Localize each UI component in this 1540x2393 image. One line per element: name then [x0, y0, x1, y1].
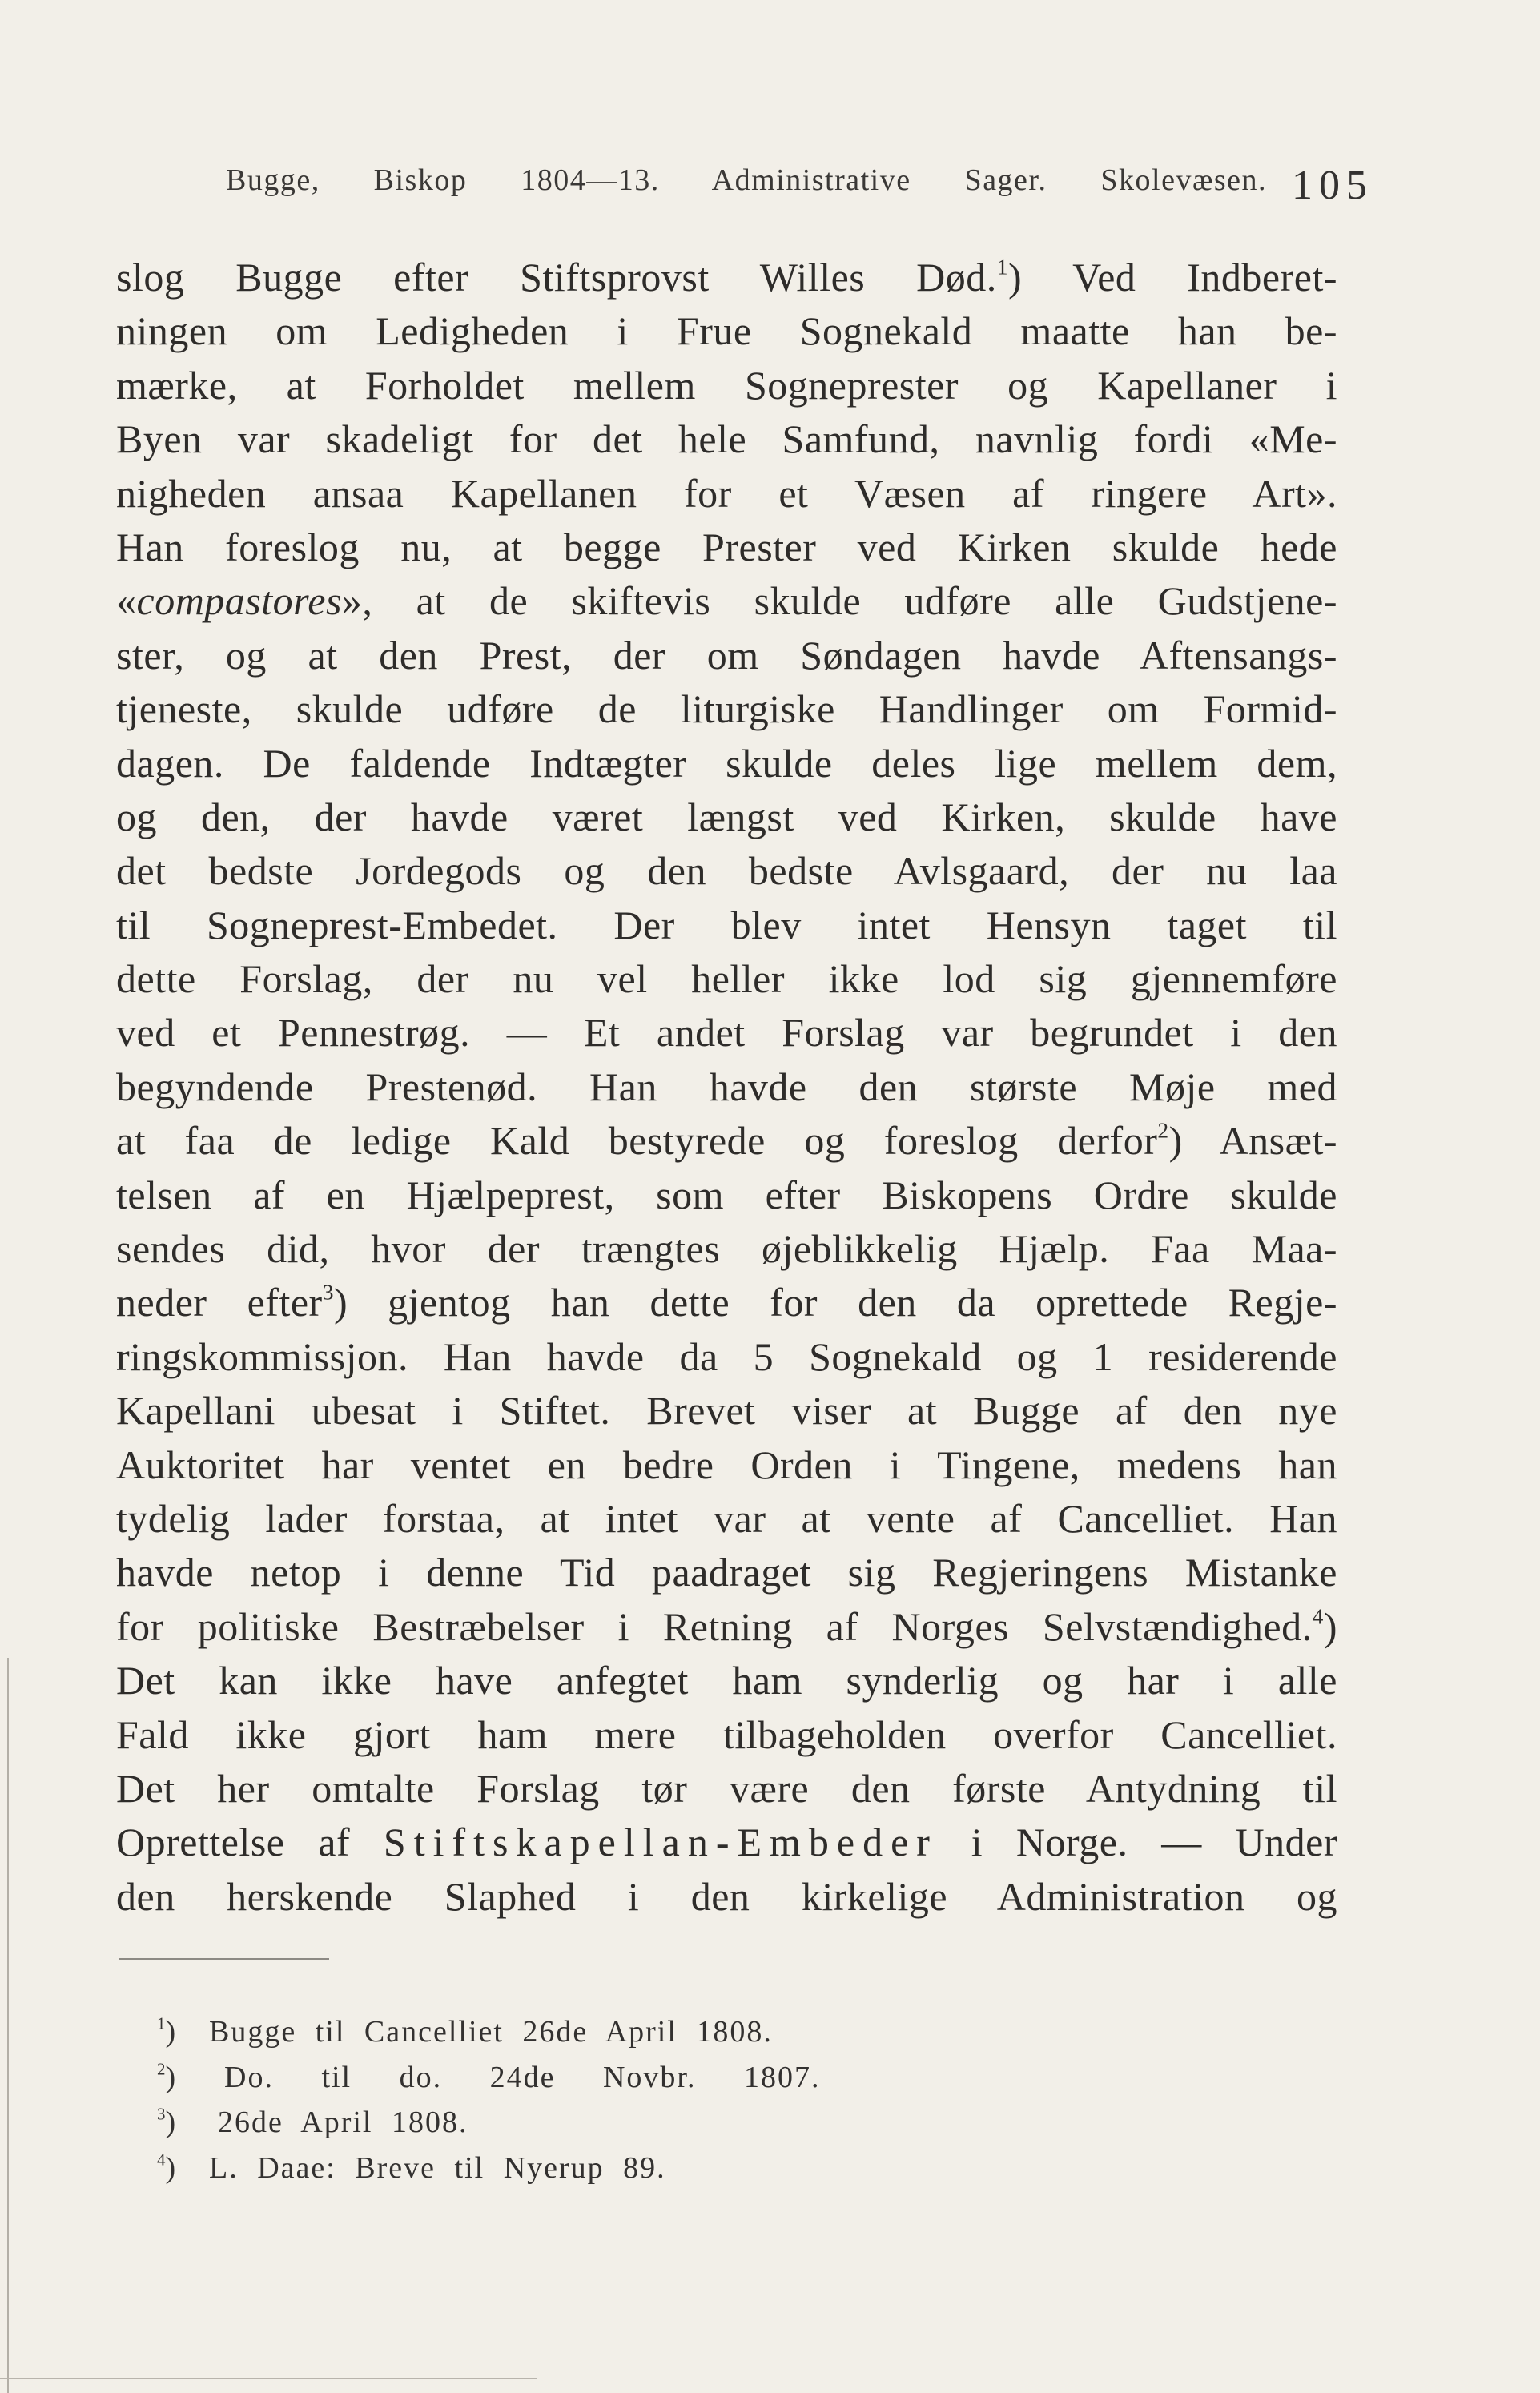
text-line: [116, 1114, 1337, 1168]
text-run: den herskende Slaphed i den kirkelige Administration og: [116, 1873, 1337, 1919]
text-line: [116, 737, 1337, 790]
text-run: sendes did, hvor der trængtes øjeblikkelig Hjælp. Faa Maa-: [116, 1226, 1337, 1272]
text-run: slog Bugge efter Stiftsprovst Willes Død.: [116, 255, 997, 300]
text-run: ringskommissjon. Han havde da 5 Sognekald og 1 residerende: [116, 1333, 1337, 1379]
footnote-rule: [119, 1958, 329, 1960]
text-run: mærke, at Forholdet mellem Sogneprester og Kapellaner i: [116, 362, 1337, 408]
text-run: begyndende Prestenød. Han havde den største Møje med: [116, 1064, 1337, 1109]
text-line: [116, 629, 1337, 682]
text-run: ster, og at den Prest, der om Søndagen havde Aftensangs-: [116, 632, 1337, 678]
text-run: », at de skiftevis skulde udføre alle Gudstjene-: [341, 578, 1337, 624]
text-line: [116, 1006, 1337, 1060]
text-line: [116, 899, 1337, 952]
footnote-reference: 3: [322, 1279, 334, 1305]
text-line: [116, 682, 1337, 736]
footnote-paren: ): [165, 2150, 176, 2185]
text-run: Byen var skadeligt for det hele Samfund, navnlig fordi «Me-: [116, 416, 1337, 462]
text-run: ningen om Ledigheden i Frue Sognekald maatte han be-: [116, 308, 1337, 354]
text-run: «: [116, 578, 137, 624]
scan-edge-bottom: [0, 2378, 537, 2379]
scan-edge-left: [7, 1658, 9, 2393]
text-line: [116, 952, 1337, 1006]
text-run: ) gjentog han dette for den da oprettede Regje-: [333, 1280, 1337, 1325]
footnote-text: Bugge til Cancelliet 26de April 1808.: [209, 2015, 773, 2049]
text-line: [116, 467, 1337, 521]
text-run: Auktoritet har ventet en bedre Orden i Tingene, medens han: [116, 1442, 1337, 1487]
footnote-marker: [157, 2009, 209, 2055]
text-line: [116, 574, 1337, 628]
text-run: havde netop i denne Tid paadraget sig Regjeringens Mistanke: [116, 1550, 1337, 1595]
spaced-text-run: Stiftskapellan-Embeder: [383, 1820, 938, 1865]
footnote-text: 26de April 1808.: [218, 2105, 468, 2139]
footnote-reference: 4: [1312, 1603, 1324, 1629]
text-run: ved et Pennestrøg. — Et andet Forslag var begrundet i den: [116, 1010, 1337, 1056]
footnotes: [157, 2009, 1118, 2190]
text-run: ): [1323, 1603, 1337, 1649]
footnote-number: 2: [157, 2058, 166, 2078]
footnote: [157, 2055, 1118, 2101]
footnote-reference: 2: [1157, 1117, 1169, 1143]
footnote: [157, 2146, 1118, 2191]
text-line: [116, 1816, 1337, 1869]
text-run: tjeneste, skulde udføre de liturgiske Handlinger om Formid-: [116, 686, 1337, 732]
body-text: [116, 251, 1337, 1924]
text-line: [116, 1276, 1337, 1329]
text-run: til Sogneprest-Embedet. Der blev intet Hensyn taget til: [116, 902, 1337, 947]
text-run: Fald ikke gjort ham mere tilbageholden overfor Cancelliet.: [116, 1711, 1337, 1757]
page-number: 105: [1292, 163, 1373, 208]
text-line: [116, 1330, 1337, 1384]
text-run: Oprettelse af: [116, 1820, 384, 1865]
text-line: [116, 1600, 1337, 1654]
text-line: [116, 1168, 1337, 1222]
text-run: dagen. De faldende Indtægter skulde deles lige mellem dem,: [116, 740, 1337, 786]
text-run: neder efter: [116, 1280, 323, 1325]
text-run: nigheden ansaa Kapellanen for et Væsen af ringere Art».: [116, 470, 1337, 516]
text-run: Han foreslog nu, at begge Prester ved Kirken skulde hede: [116, 524, 1337, 569]
text-line: [116, 251, 1337, 304]
footnote: [157, 2009, 1118, 2055]
text-run: Kapellani ubesat i Stiftet. Brevet viser at Bugge af den nye: [116, 1388, 1337, 1434]
footnote-number: 4: [157, 2149, 166, 2169]
text-run: ) Ved Indberet-: [1007, 255, 1337, 300]
text-line: [116, 1222, 1337, 1276]
text-line: [116, 1492, 1337, 1546]
text-run: det bedste Jordegods og den bedste Avlsgaard, der nu laa: [116, 848, 1337, 894]
text-line: [116, 359, 1337, 412]
text-run: ) Ansæt-: [1168, 1118, 1337, 1164]
text-line: [116, 1654, 1337, 1707]
text-line: [116, 844, 1337, 898]
text-line: [116, 1060, 1337, 1114]
footnote: [157, 2100, 1118, 2146]
text-line: [116, 1438, 1337, 1492]
footnote-paren: ): [165, 2015, 176, 2049]
footnote-paren: ): [165, 2105, 176, 2139]
text-line: [116, 521, 1337, 574]
footnote-text: Do. til do. 24de Novbr. 1807.: [224, 2060, 821, 2094]
text-run: telsen af en Hjælpeprest, som efter Biskopens Ordre skulde: [116, 1172, 1337, 1217]
text-run: tydelig lader forstaa, at intet var at vente af Cancelliet. Han: [116, 1495, 1337, 1541]
text-line: [116, 412, 1337, 466]
footnote-paren: ): [165, 2060, 176, 2094]
footnote-marker: [157, 2146, 209, 2191]
text-line: [116, 790, 1337, 844]
text-run: for politiske Bestræbelser i Retning af Norges Selvstændighed.: [116, 1603, 1313, 1649]
text-run: at faa de ledige Kald bestyrede og foreslog derfor: [116, 1118, 1158, 1164]
text-run: Det her omtalte Forslag tør være den første Antydning til: [116, 1765, 1337, 1811]
text-line: [116, 304, 1337, 358]
footnote-text: L. Daae: Breve til Nyerup 89.: [209, 2150, 666, 2185]
text-run: i Norge. — Under: [937, 1820, 1337, 1865]
running-header-title: Bugge, Biskop 1804—13. Administrative Sager. Skolevæsen.: [226, 163, 1267, 197]
italic-text-run: compastores: [136, 578, 342, 624]
text-run: dette Forslag, der nu vel heller ikke lod sig gjennemføre: [116, 956, 1337, 1002]
footnote-number: 1: [157, 2013, 166, 2033]
text-line: [116, 1384, 1337, 1438]
text-line: [116, 1762, 1337, 1816]
footnote-marker: [157, 2055, 209, 2101]
text-line: [116, 1546, 1337, 1599]
footnote-reference: 1: [996, 254, 1008, 280]
footnote-number: 3: [157, 2104, 166, 2124]
text-run: og den, der havde været længst ved Kirken, skulde have: [116, 794, 1337, 839]
footnote-marker: [157, 2100, 209, 2146]
text-line: [116, 1708, 1337, 1762]
text-line: [116, 1870, 1337, 1924]
text-run: Det kan ikke have anfegtet ham synderlig og har i alle: [116, 1658, 1337, 1703]
